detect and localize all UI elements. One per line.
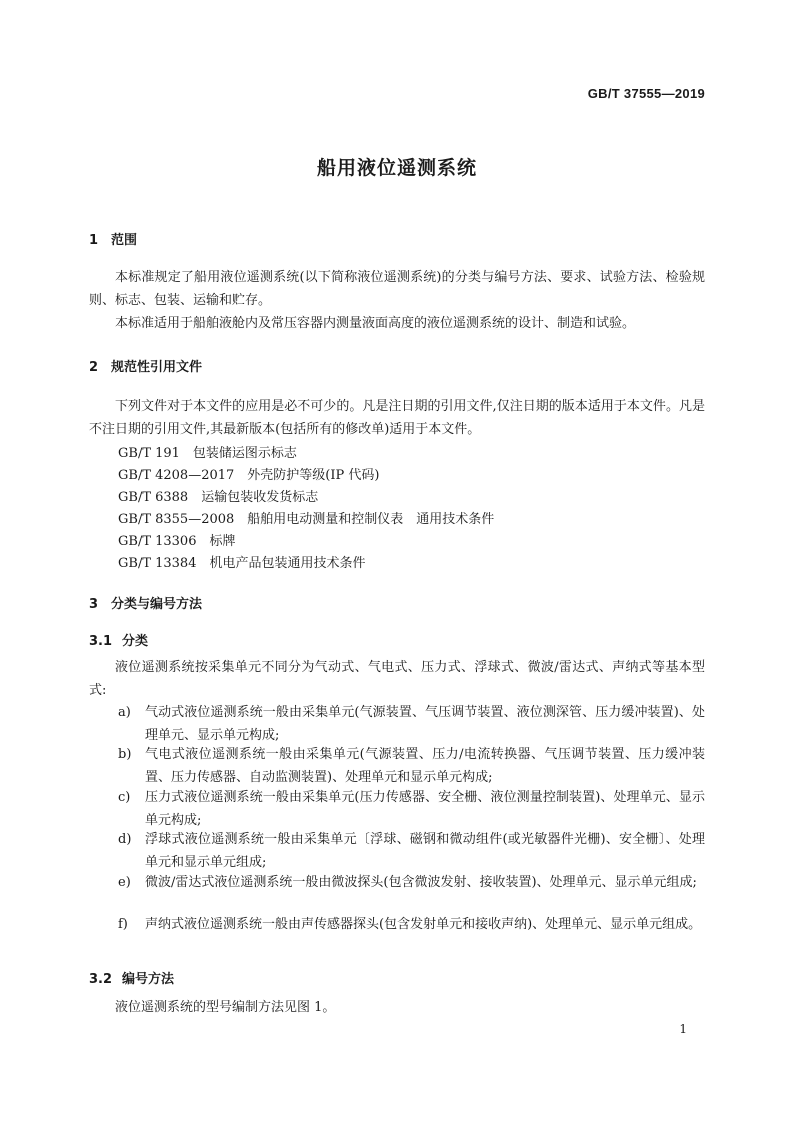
section-3-2-text: 液位遥测系统的型号编制方法见图 1。	[115, 1000, 336, 1015]
list-item-text: 压力式液位遥测系统一般由采集单元(压力传感器、安全栅、液位测量控制装置)、处理单元、显示单元构成;	[145, 790, 705, 828]
list-marker: c)	[118, 790, 131, 805]
reference-item: GB/T 13306 标牌	[118, 534, 236, 549]
section-3-heading	[89, 593, 202, 612]
section-2-intro: 下列文件对于本文件的应用是必不可少的。凡是注日期的引用文件,仅注日期的版本适用于本文件。凡是不注日期的引用文件,其最新版本(包括所有的修改单)适用于本文件。	[89, 399, 705, 437]
section-number: 3	[89, 597, 99, 612]
reference-item: GB/T 4208—2017 外壳防护等级(IP 代码)	[118, 468, 380, 483]
list-marker: e)	[118, 875, 131, 890]
section-title: 范围	[111, 233, 138, 248]
list-item-text: 气电式液位遥测系统一般由采集单元(气源装置、压力/电流转换器、气压调节装置、压力缓冲装置、压力传感器、自动监测装置)、处理单元和显示单元构成;	[145, 747, 705, 785]
list-item-text: 气动式液位遥测系统一般由采集单元(气源装置、气压调节装置、液位测深管、压力缓冲装置)、处理单元、显示单元构成;	[145, 705, 705, 743]
list-item-text: 声纳式液位遥测系统一般由声传感器探头(包含发射单元和接收声纳)、处理单元、显示单元组成。	[145, 917, 702, 932]
list-item	[118, 701, 705, 747]
list-marker: b)	[118, 747, 132, 762]
document-title: 船用液位遥测系统	[316, 157, 477, 179]
section-title: 规范性引用文件	[111, 360, 203, 375]
section-3-2-heading	[89, 968, 174, 987]
list-marker: a)	[118, 705, 131, 720]
section-3-1-intro: 液位遥测系统按采集单元不同分为气动式、气电式、压力式、浮球式、微波/雷达式、声纳式等基本型式:	[89, 660, 705, 698]
section-1-paragraph-1: 本标准规定了船用液位遥测系统(以下简称液位遥测系统)的分类与编号方法、要求、试验方法、检验规则、标志、包装、运输和贮存。	[89, 270, 705, 308]
section-2-heading	[89, 356, 202, 375]
page-number: 1	[679, 1022, 687, 1036]
section-number: 3.2	[89, 972, 113, 987]
list-item	[118, 828, 705, 874]
section-title: 编号方法	[122, 972, 175, 987]
list-item	[118, 743, 705, 789]
list-marker: f)	[118, 917, 128, 932]
section-title: 分类	[122, 634, 149, 649]
section-number: 2	[89, 360, 99, 375]
section-title: 分类与编号方法	[111, 597, 203, 612]
section-number: 1	[89, 233, 99, 248]
list-item	[118, 913, 705, 936]
section-1-heading	[89, 229, 137, 248]
section-1-paragraph-2: 本标准适用于船舶液舱内及常压容器内测量液面高度的液位遥测系统的设计、制造和试验。	[115, 316, 636, 331]
list-item-text: 微波/雷达式液位遥测系统一般由微波探头(包含微波发射、接收装置)、处理单元、显示单元组成;	[145, 875, 697, 890]
list-item-text: 浮球式液位遥测系统一般由采集单元〔浮球、磁钢和微动组件(或光敏器件光栅)、安全栅〕、处理单元和显示单元组成;	[145, 832, 705, 870]
reference-item: GB/T 8355—2008 船舶用电动测量和控制仪表 通用技术条件	[118, 512, 495, 527]
list-item	[118, 786, 705, 832]
list-item	[118, 871, 705, 894]
section-number: 3.1	[89, 634, 113, 649]
reference-item: GB/T 13384 机电产品包装通用技术条件	[118, 556, 366, 571]
list-marker: d)	[118, 832, 132, 847]
reference-item: GB/T 6388 运输包装收发货标志	[118, 490, 319, 505]
reference-item: GB/T 191 包装储运图示标志	[118, 446, 297, 461]
standard-number: GB/T 37555—2019	[587, 86, 705, 101]
section-3-1-heading	[89, 630, 148, 649]
